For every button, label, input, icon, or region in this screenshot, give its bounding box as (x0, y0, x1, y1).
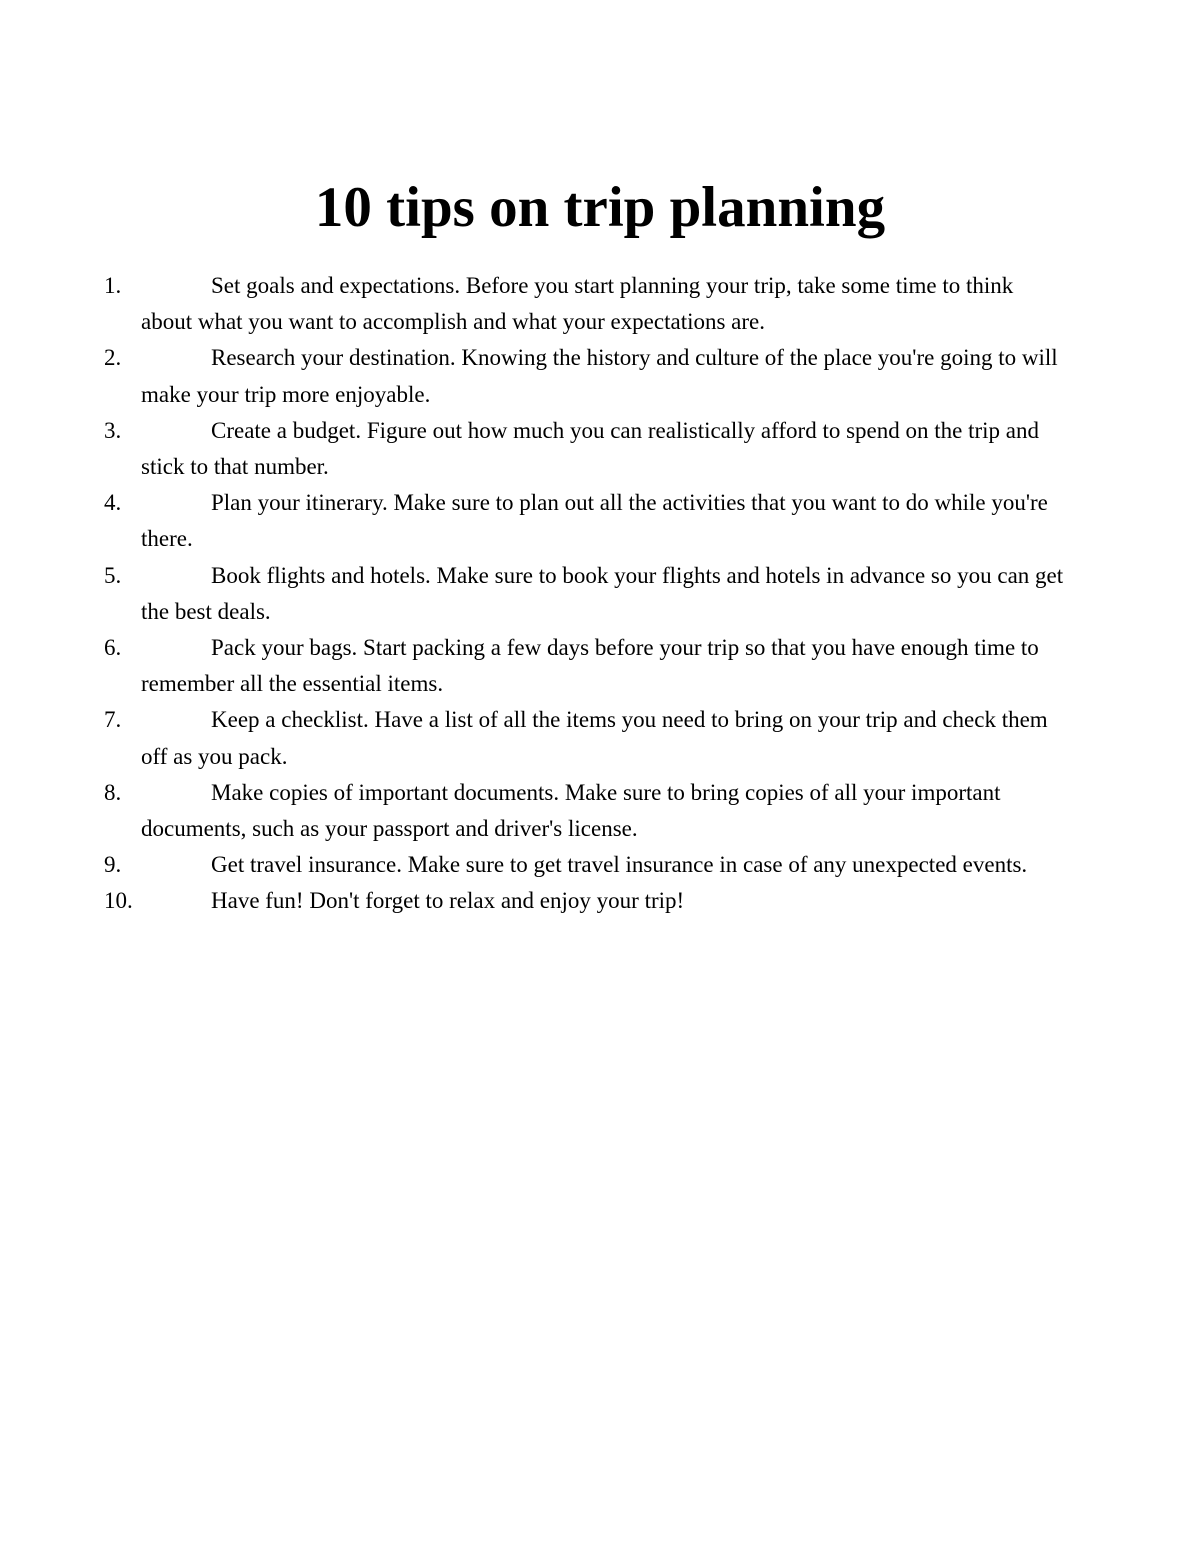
list-item-number: 3. (104, 417, 122, 443)
list-item-text: Create a budget. Figure out how much you can realistically afford to spend on the trip and stick to that number. (141, 417, 1039, 480)
list-item (104, 413, 1064, 485)
list-item-number: 9. (104, 852, 122, 878)
list-item-text: Make copies of important documents. Make sure to bring copies of all your important documents, such as your passport and driver's license. (141, 779, 1001, 842)
list-item-number: 8. (104, 779, 122, 805)
list-item-text: Book flights and hotels. Make sure to book your flights and hotels in advance so you can get the best deals. (141, 562, 1064, 624)
list-item-number: 5. (104, 562, 122, 588)
list-item-text: Set goals and expectations. Before you start planning your trip, take some time to think about what you want to accomplish and what your expectations are. (141, 273, 1014, 335)
list-item-text: Pack your bags. Start packing a few days before your trip so that you have enough time to remember all the essential items. (141, 635, 1039, 697)
list-item-number: 1. (104, 273, 122, 298)
list-item-text: Have fun! Don't forget to relax and enjoy your trip! (211, 888, 685, 914)
list-item (104, 630, 1064, 702)
list-item-number: 2. (104, 345, 122, 371)
list-item-text: Get travel insurance. Make sure to get travel insurance in case of any unexpected events. (211, 852, 1028, 878)
page-title: 10 tips on trip planning (314, 176, 886, 239)
list-item-text: Research your destination. Knowing the history and culture of the place you're going to will make your trip more enjoyable. (141, 345, 1058, 407)
list-item-number: 10. (104, 888, 133, 914)
list-item-number: 6. (104, 635, 122, 661)
list-item (104, 340, 1064, 412)
list-item (104, 847, 1064, 883)
list-item-number: 7. (104, 707, 122, 733)
list-item-number: 4. (104, 490, 122, 516)
list-item (104, 775, 1064, 847)
list-item-text: Plan your itinerary. Make sure to plan out all the activities that you want to do while you're there. (141, 490, 1048, 552)
tips-list (104, 268, 1064, 920)
list-item (104, 268, 1064, 340)
list-item-text: Keep a checklist. Have a list of all the items you need to bring on your trip and check them off as you pack. (141, 707, 1048, 769)
list-item (104, 485, 1064, 557)
list-item (104, 883, 1064, 919)
list-item (104, 702, 1064, 774)
list-item (104, 558, 1064, 630)
